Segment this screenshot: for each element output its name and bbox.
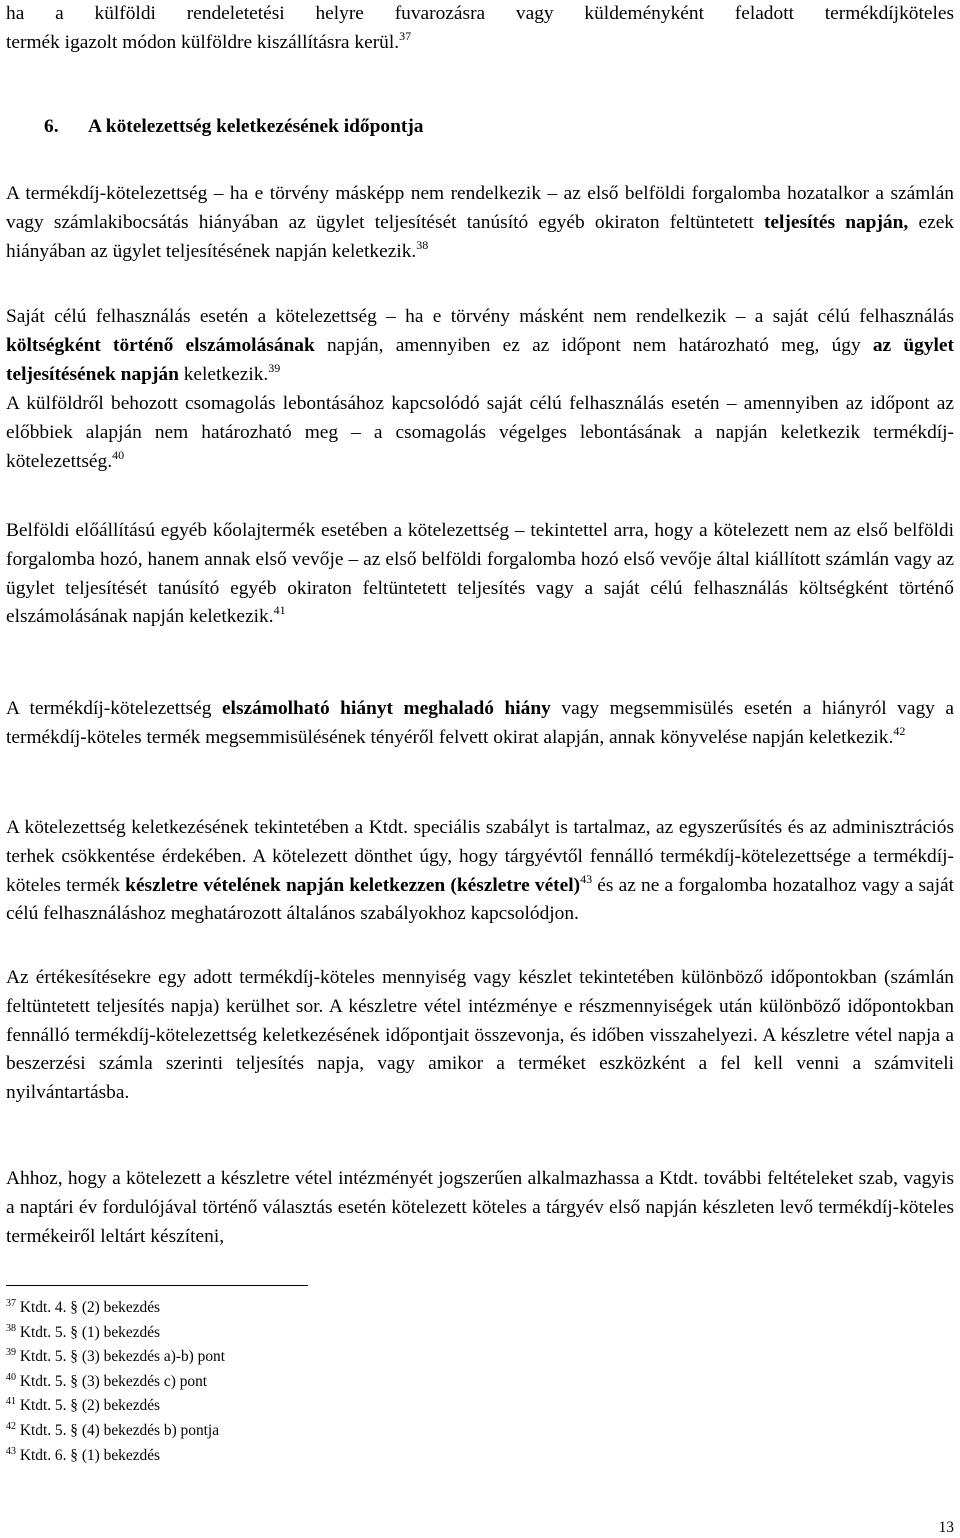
footnote-41 bbox=[6, 1394, 225, 1419]
footnote-number: 39 bbox=[6, 1347, 16, 1359]
footnote-text: Ktdt. 5. § (3) bekezdés c) pont bbox=[19, 1372, 208, 1390]
paragraph-8 bbox=[6, 1165, 954, 1251]
footnote-ref: 43 bbox=[580, 871, 593, 886]
text-run: Saját célú felhasználás esetén a kötelezettség – ha e törvény másként nem rendelkezik – a saját célú felhasználás bbox=[6, 306, 954, 327]
page-number: 13 bbox=[938, 1519, 954, 1536]
footnote-text: Ktdt. 5. § (4) bekezdés b) pontja bbox=[19, 1421, 220, 1439]
paragraph-1 bbox=[6, 180, 954, 266]
text-run: ezek hiányában az ügylet teljesítésének napján keletkezik. bbox=[6, 211, 954, 262]
section-number: 6. bbox=[44, 116, 59, 137]
footnote-38 bbox=[6, 1321, 225, 1346]
bold-run: készletre vételének napján keletkezzen (készletre vétel) bbox=[125, 874, 581, 896]
text-run: A termékdíj-kötelezettség – ha e törvény másképp nem rendelkezik – az első belföldi forgalomba hozatalkor a számlán vagy számlakibocsátás hiányában az ügylet teljesítését tanúsító egyéb okiraton feltüntetett bbox=[6, 183, 954, 233]
text-run: Az értékesítésekre egy adott termékdíj-köteles mennyiség vagy készlet tekintetében különböző időpontokban (számlán feltüntetett teljesítés napja) kerülhet sor. A készletre vétel intézménye e részmennyiségek után különböző időpontokban fennálló termékdíj-kötelezettség keletkezésének időpontjait összevonja, és időben visszahelyezi. A készletre vétel napja a beszerzési számla szerinti teljesítés napja, vagy amikor a terméket eszközként a fel kell venni a számviteli nyilvántartásba. bbox=[6, 967, 954, 1104]
footnote-text: Ktdt. 4. § (2) bekezdés bbox=[19, 1299, 161, 1316]
continuation-paragraph bbox=[6, 0, 954, 58]
footnote-40 bbox=[6, 1370, 225, 1395]
footnote-ref: 39 bbox=[268, 360, 281, 375]
bold-run: elszámolható hiányt meghaladó hiány bbox=[221, 698, 551, 719]
footnote-text: Ktdt. 5. § (2) bekezdés bbox=[19, 1397, 161, 1415]
paragraph-2 bbox=[6, 303, 954, 389]
paragraph-6 bbox=[6, 814, 954, 929]
text-run: vagy megsemmisülés esetén a hiányról vagy a termékdíj-köteles termék megsemmisülésének tényéről felvett okirat alapján, annak könyvelése napján keletkezik. bbox=[6, 698, 954, 748]
bold-run: költségként történő elszámolásának bbox=[6, 334, 315, 356]
paragraph-5 bbox=[6, 695, 954, 753]
text-run: A külföldről behozott csomagolás lebontásához kapcsolódó saját célú felhasználás esetén – amennyiben az időpont az előbbiek alapján nem határozható meg – a csomagolás végelges lebontásának a napján keletkezik termékdíj-kötelezettség. bbox=[6, 393, 954, 472]
footnote-text: Ktdt. 5. § (3) bekezdés a)-b) pont bbox=[19, 1348, 226, 1366]
footnote-number: 41 bbox=[6, 1396, 16, 1408]
footnote-42 bbox=[6, 1419, 225, 1444]
bold-run: az ügylet teljesítésének napján bbox=[6, 334, 954, 385]
text-run: A termékdíj-kötelezettség bbox=[6, 698, 222, 719]
continuation-text: termék igazolt módon külföldre kiszállításra kerül. bbox=[6, 31, 400, 53]
footnote-39 bbox=[6, 1345, 225, 1370]
text-run: A kötelezettség keletkezésének tekintetében a Ktdt. speciális szabályt is tartalmaz, az egyszerűsítés és az adminisztrációs terhek csökkentése érdekében. A kötelezett dönthet úgy, hogy tárgyévtől fennálló termékdíj-kötelezettsége a termékdíj-köteles termék bbox=[6, 817, 954, 896]
continuation-line-2 bbox=[6, 29, 954, 58]
footnote-text: Ktdt. 6. § (1) bekezdés bbox=[19, 1446, 161, 1464]
footnote-number: 38 bbox=[6, 1322, 16, 1334]
footnote-number: 40 bbox=[6, 1371, 16, 1383]
document-page bbox=[6, 0, 956, 1537]
text-run: napján, amennyiben ez az időpont nem határozható meg, úgy bbox=[314, 334, 873, 356]
footnote-ref: 41 bbox=[273, 603, 286, 618]
section-heading bbox=[44, 113, 424, 142]
footnote-number: 37 bbox=[6, 1298, 16, 1309]
section-title: A kötelezettség keletkezésének időpontja bbox=[88, 116, 424, 137]
paragraph-4 bbox=[6, 517, 954, 632]
footnote-number: 42 bbox=[6, 1420, 16, 1432]
footnote-ref: 40 bbox=[112, 447, 125, 462]
footnote-37 bbox=[6, 1296, 225, 1321]
footnote-ref: 42 bbox=[893, 723, 906, 738]
footnotes bbox=[6, 1296, 225, 1468]
text-run: Belföldi előállítású egyéb kőolajtermék esetében a kötelezettség – tekintettel arra, hogy a kötelezett nem az első belföldi forgalomba hozó, hanem annak első vevője – az első belföldi forgalomba hozó első vevője által kiállított számlán vagy az ügylet teljesítését tanúsító egyéb okiraton feltüntetett teljesítés vagy a saját célú felhasználás költségként történő elszámolásának napján keletkezik. bbox=[6, 520, 954, 628]
text-run: keletkezik. bbox=[178, 363, 269, 385]
footnote-number: 43 bbox=[6, 1445, 16, 1457]
footnote-43 bbox=[6, 1444, 225, 1469]
footnote-divider bbox=[6, 1285, 308, 1286]
text-run: és az ne a forgalomba hozatalhoz vagy a saját célú felhasználáshoz meghatározott általános szabályokhoz kapcsolódjon. bbox=[6, 874, 954, 925]
bold-run: teljesítés napján, bbox=[763, 211, 909, 233]
paragraph-7 bbox=[6, 964, 954, 1108]
footnote-ref: 38 bbox=[416, 237, 429, 252]
footnote-ref: 37 bbox=[399, 28, 412, 43]
text-run: Ahhoz, hogy a kötelezett a készletre vétel intézményét jogszerűen alkalmazhassa a Ktdt. további feltételeket szab, vagyis a naptári év fordulójával történő választás esetén kötelezett köteles a tárgyév első napján készleten levő termékdíj-köteles termékeiről leltárt készíteni, bbox=[6, 1168, 954, 1247]
paragraph-3 bbox=[6, 390, 954, 476]
footnote-text: Ktdt. 5. § (1) bekezdés bbox=[19, 1323, 161, 1341]
continuation-line-1: ha a külföldi rendeletetési helyre fuvarozásra vagy küldeményként feladott termékdíjköteles bbox=[6, 3, 954, 24]
